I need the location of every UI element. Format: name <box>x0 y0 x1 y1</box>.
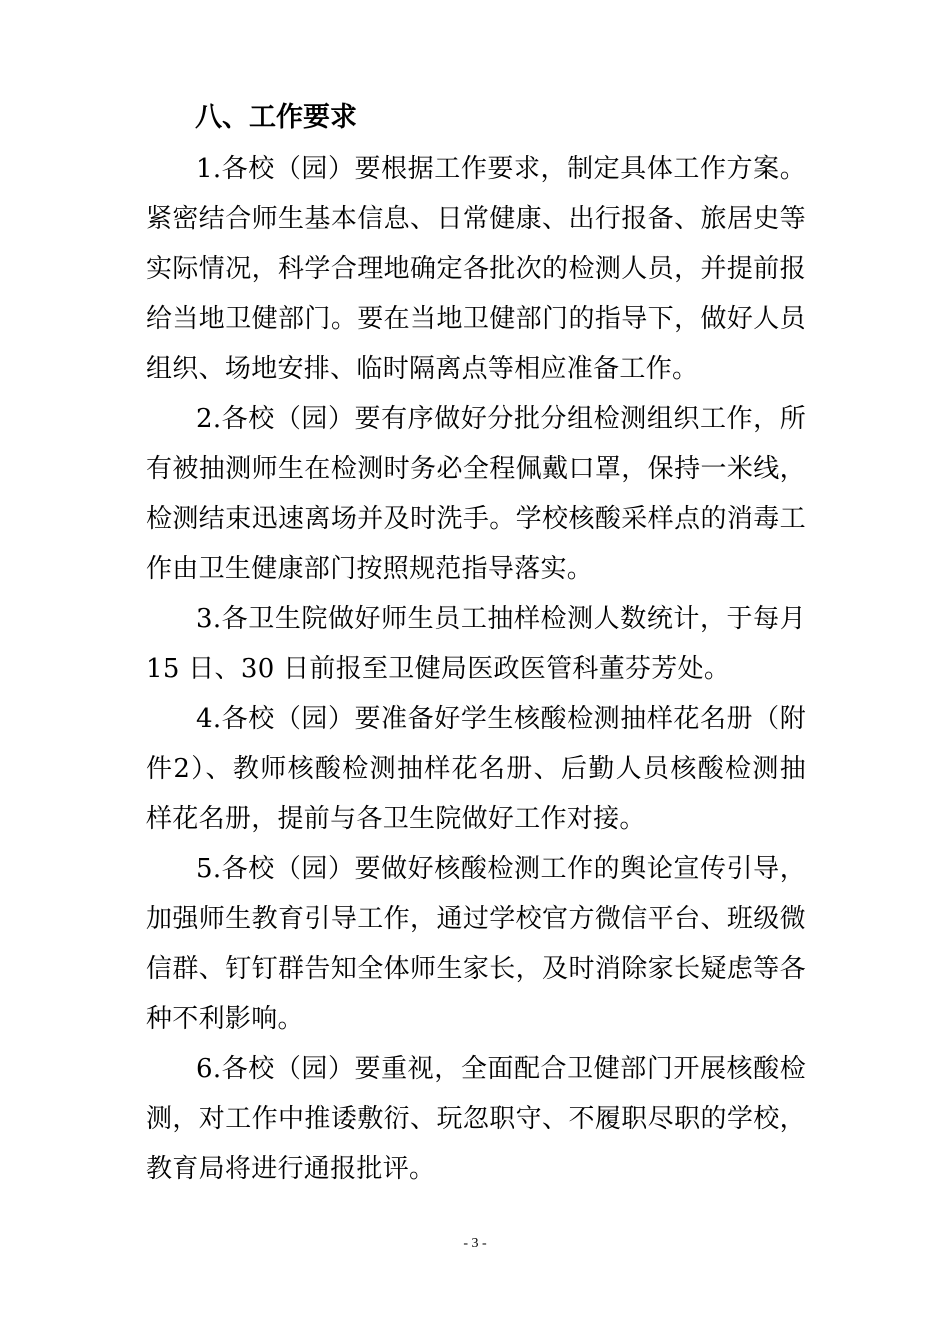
body-text <box>146 144 806 1194</box>
paragraph-6: 6.各校（园）要重视，全面配合卫健部门开展核酸检测，对工作中推诿敷衍、玩忽职守、不履职尽职的学校，教育局将进行通报批评。 <box>146 1054 806 1184</box>
paragraph-2: 2.各校（园）要有序做好分批分组检测组织工作，所有被抽测师生在检测时务必全程佩戴口罩，保持一米线，检测结束迅速离场并及时洗手。学校核酸采样点的消毒工作由卫生健康部门按照规范指导落实。 <box>146 404 806 584</box>
paragraph-5: 5.各校（园）要做好核酸检测工作的舆论宣传引导，加强师生教育引导工作，通过学校官方微信平台、班级微信群、钉钉群告知全体师生家长，及时消除家长疑虑等各种不利影响。 <box>146 854 806 1034</box>
page-number: - 3 - <box>463 1236 487 1251</box>
paragraph-3: 3.各卫生院做好师生员工抽样检测人数统计，于每月 15 日、30 日前报至卫健局医政医管科董芬芳处。 <box>146 604 806 684</box>
section-heading: 八、工作要求 <box>195 102 357 133</box>
paragraph-1: 1.各校（园）要根据工作要求，制定具体工作方案。紧密结合师生基本信息、日常健康、出行报备、旅居史等实际情况，科学合理地确定各批次的检测人员，并提前报给当地卫健部门。要在当地卫健部门的指导下，做好人员组织、场地安排、临时隔离点等相应准备工作。 <box>146 154 806 384</box>
paragraph-4: 4.各校（园）要准备好学生核酸检测抽样花名册（附件2）、教师核酸检测抽样花名册、后勤人员核酸检测抽样花名册，提前与各卫生院做好工作对接。 <box>146 704 806 834</box>
